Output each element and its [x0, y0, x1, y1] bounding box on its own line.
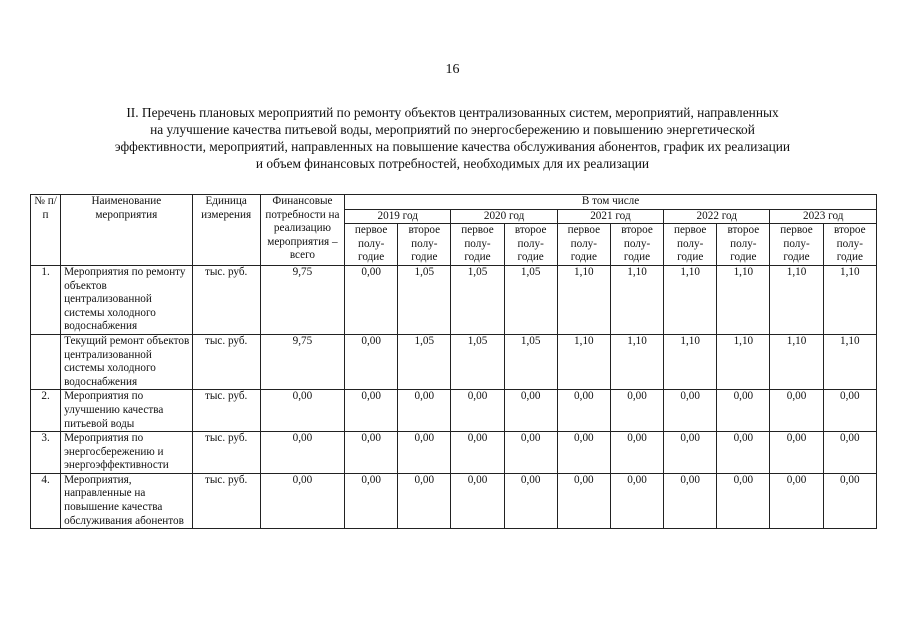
header-year: 2020 год	[451, 209, 557, 224]
row-value: 1,10	[717, 334, 770, 389]
row-value: 0,00	[664, 432, 717, 474]
header-unit: Единица измерения	[192, 195, 260, 266]
row-name: Мероприятия по ремонту объектов централизованной системы холодного водоснабжения	[61, 265, 192, 334]
row-value: 0,00	[610, 473, 663, 528]
table-row	[31, 390, 877, 432]
row-value: 0,00	[557, 473, 610, 528]
measures-table	[30, 194, 877, 529]
header-half-second: второе полу-годие	[504, 224, 557, 266]
row-value: 1,10	[823, 334, 876, 389]
row-num: 3.	[31, 432, 61, 474]
row-value: 0,00	[557, 390, 610, 432]
row-value: 0,00	[717, 473, 770, 528]
row-value: 0,00	[664, 473, 717, 528]
header-half-first: первое полу-годие	[345, 224, 398, 266]
row-value: 1,10	[557, 265, 610, 334]
header-half-first: первое полу-годие	[664, 224, 717, 266]
row-num: 4.	[31, 473, 61, 528]
row-value: 0,00	[345, 334, 398, 389]
row-value: 1,05	[398, 334, 451, 389]
row-value: 0,00	[345, 390, 398, 432]
row-unit: тыс. руб.	[192, 473, 260, 528]
row-value: 0,00	[451, 390, 504, 432]
row-unit: тыс. руб.	[192, 432, 260, 474]
header-num: № п/п	[31, 195, 61, 266]
row-total: 0,00	[260, 473, 344, 528]
row-value: 1,10	[557, 334, 610, 389]
row-value: 1,05	[398, 265, 451, 334]
page-number: 16	[445, 62, 460, 77]
row-value: 0,00	[557, 432, 610, 474]
row-value: 1,10	[610, 265, 663, 334]
row-value: 0,00	[398, 390, 451, 432]
header-half-second: второе полу-годие	[610, 224, 663, 266]
row-value: 0,00	[823, 473, 876, 528]
row-value: 0,00	[664, 390, 717, 432]
row-value: 1,10	[664, 334, 717, 389]
row-value: 0,00	[504, 473, 557, 528]
table-row	[31, 473, 877, 528]
row-value: 0,00	[504, 390, 557, 432]
row-value: 1,05	[504, 265, 557, 334]
row-num: 2.	[31, 390, 61, 432]
header-year: 2023 год	[770, 209, 877, 224]
row-num	[31, 334, 61, 389]
row-value: 0,00	[770, 473, 823, 528]
table-row	[31, 265, 877, 334]
header-finance: Финансовые потребности на реализацию мероприятия – всего	[260, 195, 344, 266]
row-value: 0,00	[345, 432, 398, 474]
row-value: 0,00	[345, 265, 398, 334]
row-value: 1,10	[823, 265, 876, 334]
title-line: на улучшение качества питьевой воды, мероприятий по энергосбережению и повышению энергетической	[150, 122, 755, 137]
row-value: 0,00	[451, 432, 504, 474]
header-year: 2022 год	[664, 209, 770, 224]
header-half-first: первое полу-годие	[770, 224, 823, 266]
row-value: 1,05	[504, 334, 557, 389]
table-row	[31, 432, 877, 474]
row-value: 1,10	[770, 334, 823, 389]
title-line: II. Перечень плановых мероприятий по ремонту объектов централизованных систем, мероприятий, направленных	[126, 105, 779, 120]
row-value: 1,10	[664, 265, 717, 334]
row-value: 0,00	[823, 432, 876, 474]
row-value: 0,00	[610, 390, 663, 432]
row-name: Текущий ремонт объектов централизованной системы холодного водоснабжения	[61, 334, 192, 389]
row-total: 9,75	[260, 334, 344, 389]
header-including: В том числе	[345, 195, 877, 210]
row-total: 9,75	[260, 265, 344, 334]
row-value: 0,00	[451, 473, 504, 528]
row-value: 1,10	[717, 265, 770, 334]
row-value: 1,10	[610, 334, 663, 389]
header-row	[31, 195, 877, 210]
header-half-second: второе полу-годие	[398, 224, 451, 266]
table-row	[31, 334, 877, 389]
row-value: 0,00	[770, 390, 823, 432]
row-value: 0,00	[504, 432, 557, 474]
row-value: 1,10	[770, 265, 823, 334]
title-line: эффективности, мероприятий, направленных на повышение качества обслуживания абонентов, график их реализации	[114, 139, 791, 154]
row-name: Мероприятия по улучшению качества питьевой воды	[61, 390, 192, 432]
header-half-second: второе полу-годие	[823, 224, 876, 266]
row-unit: тыс. руб.	[192, 265, 260, 334]
section-title	[20, 104, 885, 172]
row-value: 0,00	[398, 473, 451, 528]
row-value: 0,00	[823, 390, 876, 432]
row-total: 0,00	[260, 390, 344, 432]
row-value: 1,05	[451, 265, 504, 334]
header-year: 2019 год	[345, 209, 451, 224]
header-name: Наименование мероприятия	[61, 195, 192, 266]
row-name: Мероприятия по энергосбережению и энергоэффективности	[61, 432, 192, 474]
title-line: и объем финансовых потребностей, необходимых для их реализации	[255, 156, 650, 171]
row-value: 0,00	[717, 390, 770, 432]
row-value: 0,00	[610, 432, 663, 474]
row-value: 0,00	[770, 432, 823, 474]
header-half-second: второе полу-годие	[717, 224, 770, 266]
row-unit: тыс. руб.	[192, 334, 260, 389]
row-value: 0,00	[398, 432, 451, 474]
header-half-first: первое полу-годие	[557, 224, 610, 266]
row-unit: тыс. руб.	[192, 390, 260, 432]
row-value: 1,05	[451, 334, 504, 389]
row-value: 0,00	[345, 473, 398, 528]
row-value: 0,00	[717, 432, 770, 474]
row-total: 0,00	[260, 432, 344, 474]
row-num: 1.	[31, 265, 61, 334]
header-year: 2021 год	[557, 209, 663, 224]
row-name: Мероприятия, направленные на повышение качества обслуживания абонентов	[61, 473, 192, 528]
header-half-first: первое полу-годие	[451, 224, 504, 266]
